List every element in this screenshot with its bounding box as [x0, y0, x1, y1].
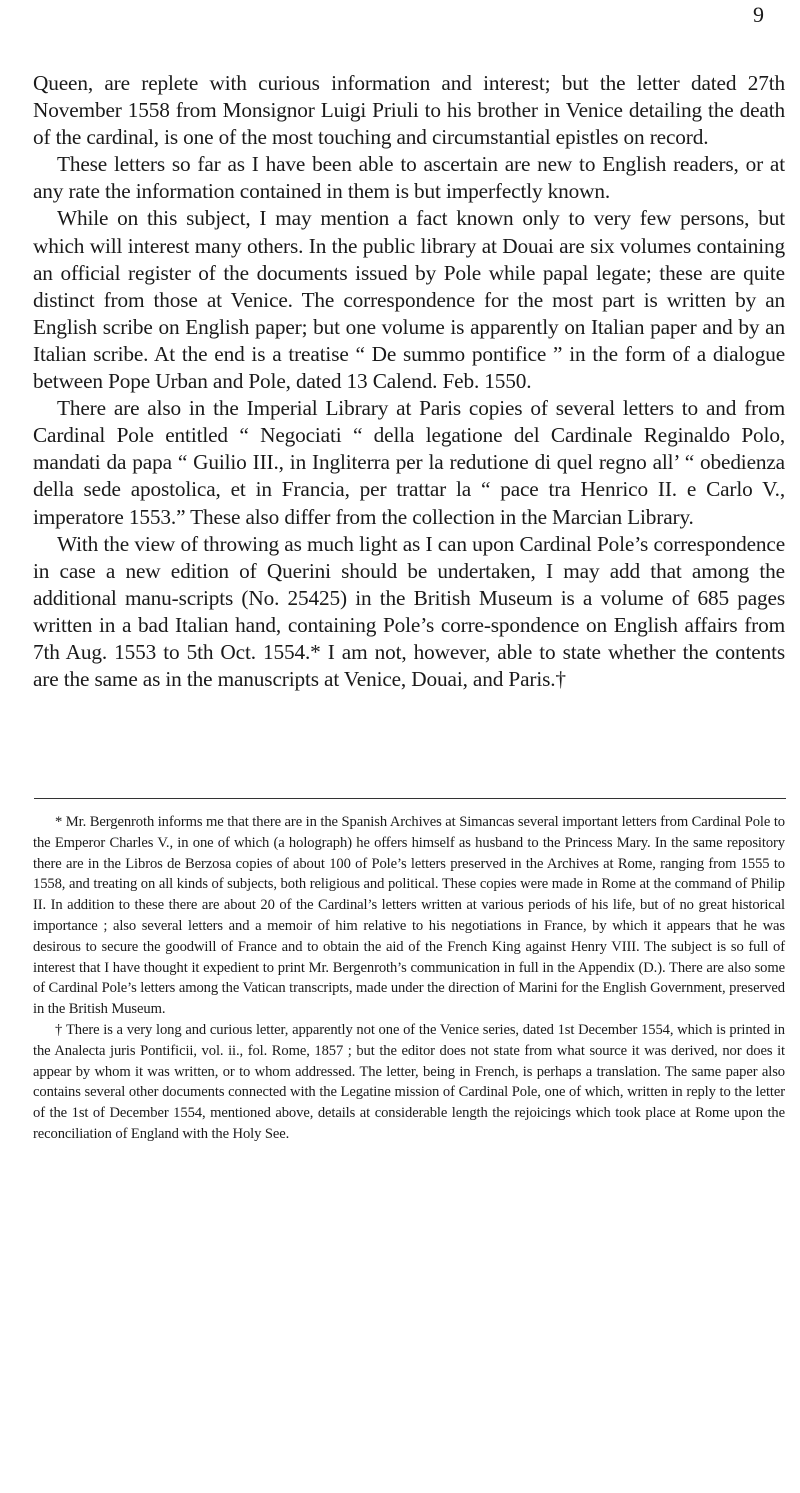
footnotes: [33, 812, 785, 1145]
paragraph: There are also in the Imperial Library at Paris copies of several letters to and from Cardinal Pole entitled “ Negociati “ della legatione del Cardinale Reginaldo Polo, mandati da papa “ Guilio III., in Ingliterra per la redutione di quel regno all’ “ obedienza della sede apostolica, et in Francia, per trattar la “ pace tra Henrico II. e Carlo V., imperatore 1553.” These also differ from the collection in the Marcian Library.: [33, 396, 785, 529]
footnote: * Mr. Bergenroth informs me that there are in the Spanish Archives at Simancas several important letters from Cardinal Pole to the Emperor Charles V., in one of which (a holograph) he offers himself as husband to the Princess Mary. In the same repository there are in the Libros de Berzosa copies of about 100 of Pole’s letters preserved in the Archives at Rome, ranging from 1555 to 1558, and treating on all kinds of subjects, both religious and political. These copies were made in Rome at the command of Philip II. In addition to these there are about 20 of the Cardinal’s letters written at various periods of his life, but of no great historical importance ; also several letters and a memoir of him relative to his negotiations in France, by which it appears that he was desirous to secure the goodwill of France and to obtain the aid of the French King against Henry VIII. The subject is so full of interest that I have thought it expedient to print Mr. Bergenroth’s communication in full in the Appendix (D.). There are also some of Cardinal Pole’s letters among the Vatican transcripts, made under the direction of Marini for the English Government, preserved in the British Museum.: [33, 814, 785, 1018]
page-number: 9: [753, 2, 764, 27]
paragraph: These letters so far as I have been able to ascertain are new to English readers, or at any rate the information contained in them is but imperfectly known.: [33, 152, 785, 204]
paragraph: With the view of throwing as much light as I can upon Cardinal Pole’s correspondence in case a new edition of Querini should be undertaken, I may add that among the additional manu-scripts (No. 25425) in the British Museum is a volume of 685 pages written in a bad Italian hand, containing Pole’s corre-spondence on English affairs from 7th Aug. 1553 to 5th Oct. 1554.* I am not, however, able to state whether the contents are the same as in the manuscripts at Venice, Douai, and Paris.†: [33, 531, 785, 692]
paragraph: While on this subject, I may mention a fact known only to very few persons, but which will interest many others. In the public library at Douai are six volumes containing an official register of the documents issued by Pole while papal legate; these are quite distinct from those at Venice. The correspondence for the most part is written by an English scribe on English paper; but one volume is apparently on Italian paper and by an Italian scribe. At the end is a treatise “ De summo pontifice ” in the form of a dialogue between Pope Urban and Pole, dated 13 Calend. Feb. 1550.: [33, 206, 785, 394]
paragraph: Queen, are replete with curious information and interest; but the letter dated 27th November 1558 from Monsignor Luigi Priuli to his brother in Venice detailing the death of the cardinal, is one of the most touching and circumstantial epistles on record.: [33, 71, 785, 150]
main-text: [33, 70, 785, 693]
footnote-divider: [34, 798, 786, 799]
footnote: † There is a very long and curious letter, apparently not one of the Venice series, dated 1st December 1554, which is printed in the Analecta juris Pontificii, vol. ii., fol. Rome, 1857 ; but the editor does not state from what source it was derived, nor does it appear by whom it was written, or to whom addressed. The letter, being in French, is perhaps a translation. The same paper also contains several other documents connected with the Legatine mission of Cardinal Pole, one of which, written in reply to the letter of the 1st of December 1554, mentioned above, details at considerable length the rejoicings which took place at Rome upon the reconciliation of England with the Holy See.: [33, 1021, 785, 1142]
